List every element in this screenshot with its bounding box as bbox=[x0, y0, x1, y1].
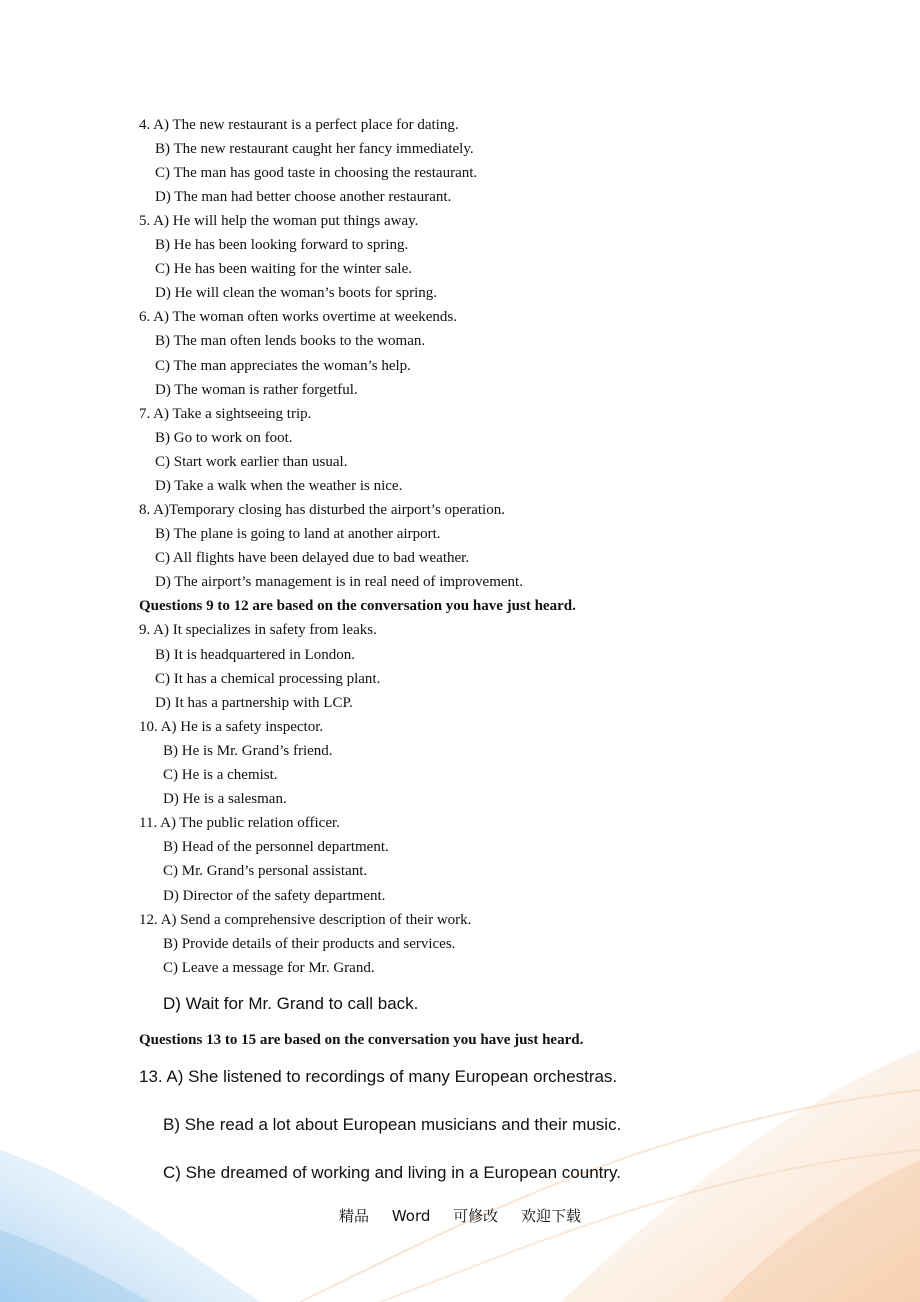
q12-option-c: C) Leave a message for Mr. Grand. bbox=[163, 960, 375, 976]
q8-option-a: 8. A)Temporary closing has disturbed the airport’s operation. bbox=[139, 502, 505, 518]
section-heading-9-12: Questions 9 to 12 are based on the conversation you have just heard. bbox=[139, 598, 576, 614]
q8-option-d: D) The airport’s management is in real need of improvement. bbox=[155, 574, 523, 590]
q9-option-b: B) It is headquartered in London. bbox=[155, 647, 355, 663]
q4-option-c: C) The man has good taste in choosing the restaurant. bbox=[155, 165, 478, 181]
section-heading-13-15: Questions 13 to 15 are based on the conversation you have just heard. bbox=[139, 1032, 584, 1048]
q4-option-b: B) The new restaurant caught her fancy immediately. bbox=[155, 141, 474, 157]
q5-option-d: D) He will clean the woman’s boots for spring. bbox=[155, 285, 438, 301]
q11-option-c: C) Mr. Grand’s personal assistant. bbox=[163, 863, 368, 879]
q10-option-d: D) He is a salesman. bbox=[163, 791, 287, 807]
q11-option-d: D) Director of the safety department. bbox=[163, 888, 386, 904]
q12-option-b: B) Provide details of their products and services. bbox=[163, 936, 456, 952]
q6-option-d: D) The woman is rather forgetful. bbox=[155, 382, 358, 398]
q8-option-b: B) The plane is going to land at another airport. bbox=[155, 526, 441, 542]
q6-option-b: B) The man often lends books to the woman. bbox=[155, 333, 426, 349]
footer-text-word: Word bbox=[391, 1207, 431, 1225]
footer-text-editable: 可修改 bbox=[453, 1207, 499, 1225]
q6-option-a: 6. A) The woman often works overtime at weekends. bbox=[139, 309, 457, 325]
q4-option-d: D) The man had better choose another restaurant. bbox=[155, 189, 452, 205]
footer-text-download: 欢迎下载 bbox=[520, 1207, 581, 1225]
q5-option-c: C) He has been waiting for the winter sale. bbox=[155, 261, 412, 277]
footer-text-jingpin: 精品 bbox=[339, 1207, 370, 1225]
q7-option-a: 7. A) Take a sightseeing trip. bbox=[139, 406, 312, 422]
q10-option-c: C) He is a chemist. bbox=[163, 767, 278, 783]
q10-option-a: 10. A) He is a safety inspector. bbox=[139, 719, 324, 735]
page-footer bbox=[0, 1205, 920, 1226]
q7-option-b: B) Go to work on foot. bbox=[155, 430, 293, 446]
q7-option-c: C) Start work earlier than usual. bbox=[155, 454, 348, 470]
q9-option-d: D) It has a partnership with LCP. bbox=[155, 695, 353, 711]
q9-option-a: 9. A) It specializes in safety from leaks. bbox=[139, 622, 377, 638]
q13-option-c: C) She dreamed of working and living in a European country. bbox=[163, 1163, 621, 1182]
q5-option-a: 5. A) He will help the woman put things away. bbox=[139, 213, 419, 229]
q4-option-a: 4. A) The new restaurant is a perfect place for dating. bbox=[139, 117, 459, 133]
q12-option-a: 12. A) Send a comprehensive description of their work. bbox=[139, 912, 472, 928]
q7-option-d: D) Take a walk when the weather is nice. bbox=[155, 478, 403, 494]
q6-option-c: C) The man appreciates the woman’s help. bbox=[155, 358, 411, 374]
q8-option-c: C) All flights have been delayed due to bad weather. bbox=[155, 550, 470, 566]
q13-option-a: 13. A) She listened to recordings of many European orchestras. bbox=[139, 1067, 618, 1086]
q12-option-d: D) Wait for Mr. Grand to call back. bbox=[163, 994, 419, 1013]
q10-option-b: B) He is Mr. Grand’s friend. bbox=[163, 743, 333, 759]
q13-option-b: B) She read a lot about European musicians and their music. bbox=[163, 1115, 622, 1134]
q11-option-a: 11. A) The public relation officer. bbox=[139, 815, 340, 831]
q9-option-c: C) It has a chemical processing plant. bbox=[155, 671, 381, 687]
q5-option-b: B) He has been looking forward to spring. bbox=[155, 237, 409, 253]
q11-option-b: B) Head of the personnel department. bbox=[163, 839, 389, 855]
